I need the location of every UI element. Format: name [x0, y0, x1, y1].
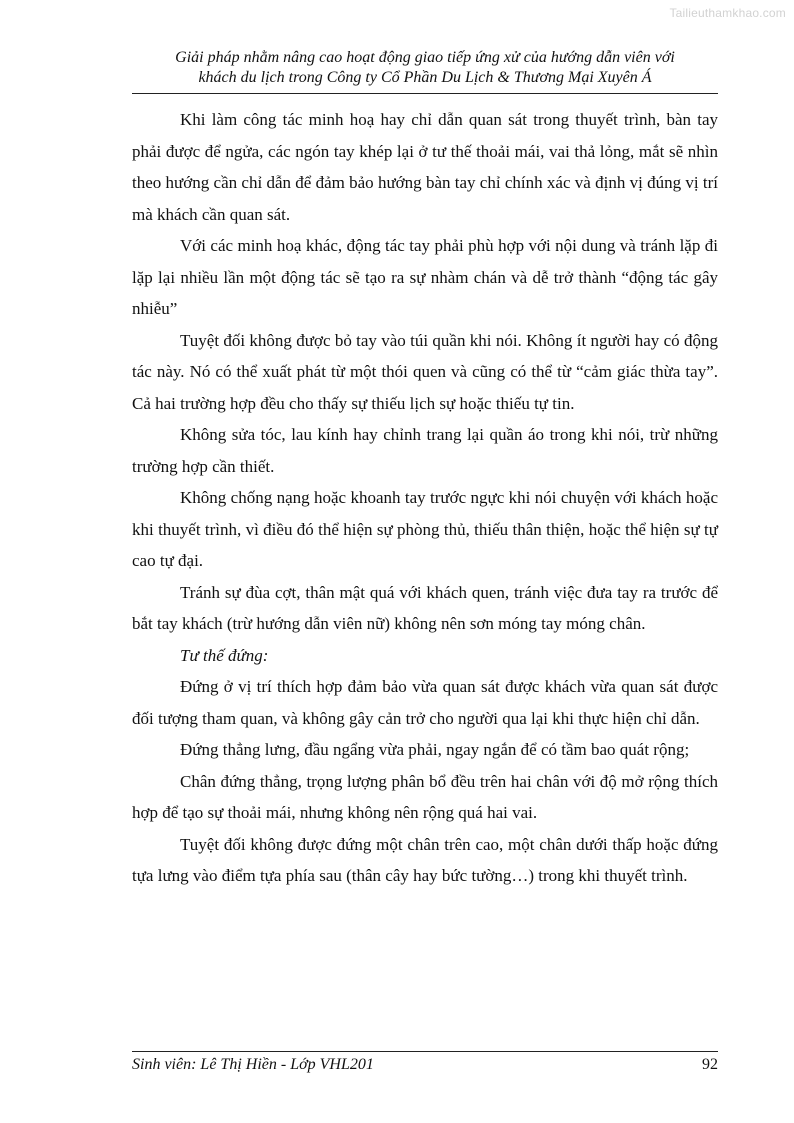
paragraph: Không chống nạng hoặc khoanh tay trước ngực khi nói chuyện với khách hoặc khi thuyết trình, vì điều đó thể hiện sự phòng thủ, thiếu thân thiện, hoặc thể hiện sự tự cao tự đại. — [132, 488, 718, 570]
body-text — [132, 104, 718, 892]
watermark: Tailieuthamkhao.com — [669, 6, 786, 20]
paragraph: Tuyệt đối không được đứng một chân trên cao, một chân dưới thấp hoặc đứng tựa lưng vào điểm tựa phía sau (thân cây hay bức tường…) trong khi thuyết trình. — [132, 834, 718, 885]
running-header — [132, 48, 718, 88]
page-footer — [132, 1055, 718, 1075]
paragraph: Đứng thẳng lưng, đầu ngẩng vừa phải, ngay ngắn để có tầm bao quát rộng; — [180, 740, 690, 759]
paragraph: Không sửa tóc, lau kính hay chỉnh trang lại quần áo trong khi nói, trừ những trường hợp cần thiết. — [132, 425, 718, 476]
paragraph: Khi làm công tác minh hoạ hay chỉ dẫn quan sát trong thuyết trình, bàn tay phải được để ngửa, các ngón tay khép lại ở tư thế thoải mái, vai thả lỏng, mắt sẽ nhìn theo hướng cần chỉ dẫn để đảm bảo hướng bàn tay chỉ chính xác và định vị đúng vị trí mà khách cần quan sát. — [132, 110, 718, 224]
student-info: Sinh viên: Lê Thị Hiền - Lớp VHL201 — [132, 1056, 374, 1073]
header-line-1: Giải pháp nhằm nâng cao hoạt động giao tiếp ứng xử của hướng dẫn viên với — [175, 49, 675, 66]
paragraph: Tuyệt đối không được bỏ tay vào túi quần khi nói. Không ít người hay có động tác này. Nó có thể xuất phát từ một thói quen và cũng có thể từ “cảm giác thừa tay”. Cả hai trường hợp đều cho thấy sự thiếu lịch sự hoặc thiếu tự tin. — [132, 330, 718, 413]
header-divider — [132, 93, 718, 94]
paragraph: Với các minh hoạ khác, động tác tay phải phù hợp với nội dung và tránh lặp đi lặp lại nhiều lần một động tác sẽ tạo ra sự nhàm chán và dễ trở thành “động tác gây nhiễu” — [132, 236, 718, 318]
header-line-2: khách du lịch trong Công ty Cổ Phần Du Lịch & Thương Mại Xuyên Á — [198, 69, 652, 86]
footer-divider — [132, 1051, 718, 1052]
paragraph: Tránh sự đùa cợt, thân mật quá với khách quen, tránh việc đưa tay ra trước để bắt tay khách (trừ hướng dẫn viên nữ) không nên sơn móng tay móng chân. — [132, 582, 718, 633]
section-subheading: Tư thế đứng: — [180, 645, 269, 665]
paragraph: Chân đứng thẳng, trọng lượng phân bổ đều trên hai chân với độ mở rộng thích hợp để tạo sự thoải mái, nhưng không nên rộng quá hai vai. — [132, 771, 718, 822]
page-number: 92 — [702, 1056, 718, 1073]
paragraph: Đứng ở vị trí thích hợp đảm bảo vừa quan sát được khách vừa quan sát được đối tượng tham quan, và không gây cản trở cho người qua lại khi thực hiện chỉ dẫn. — [132, 677, 718, 728]
